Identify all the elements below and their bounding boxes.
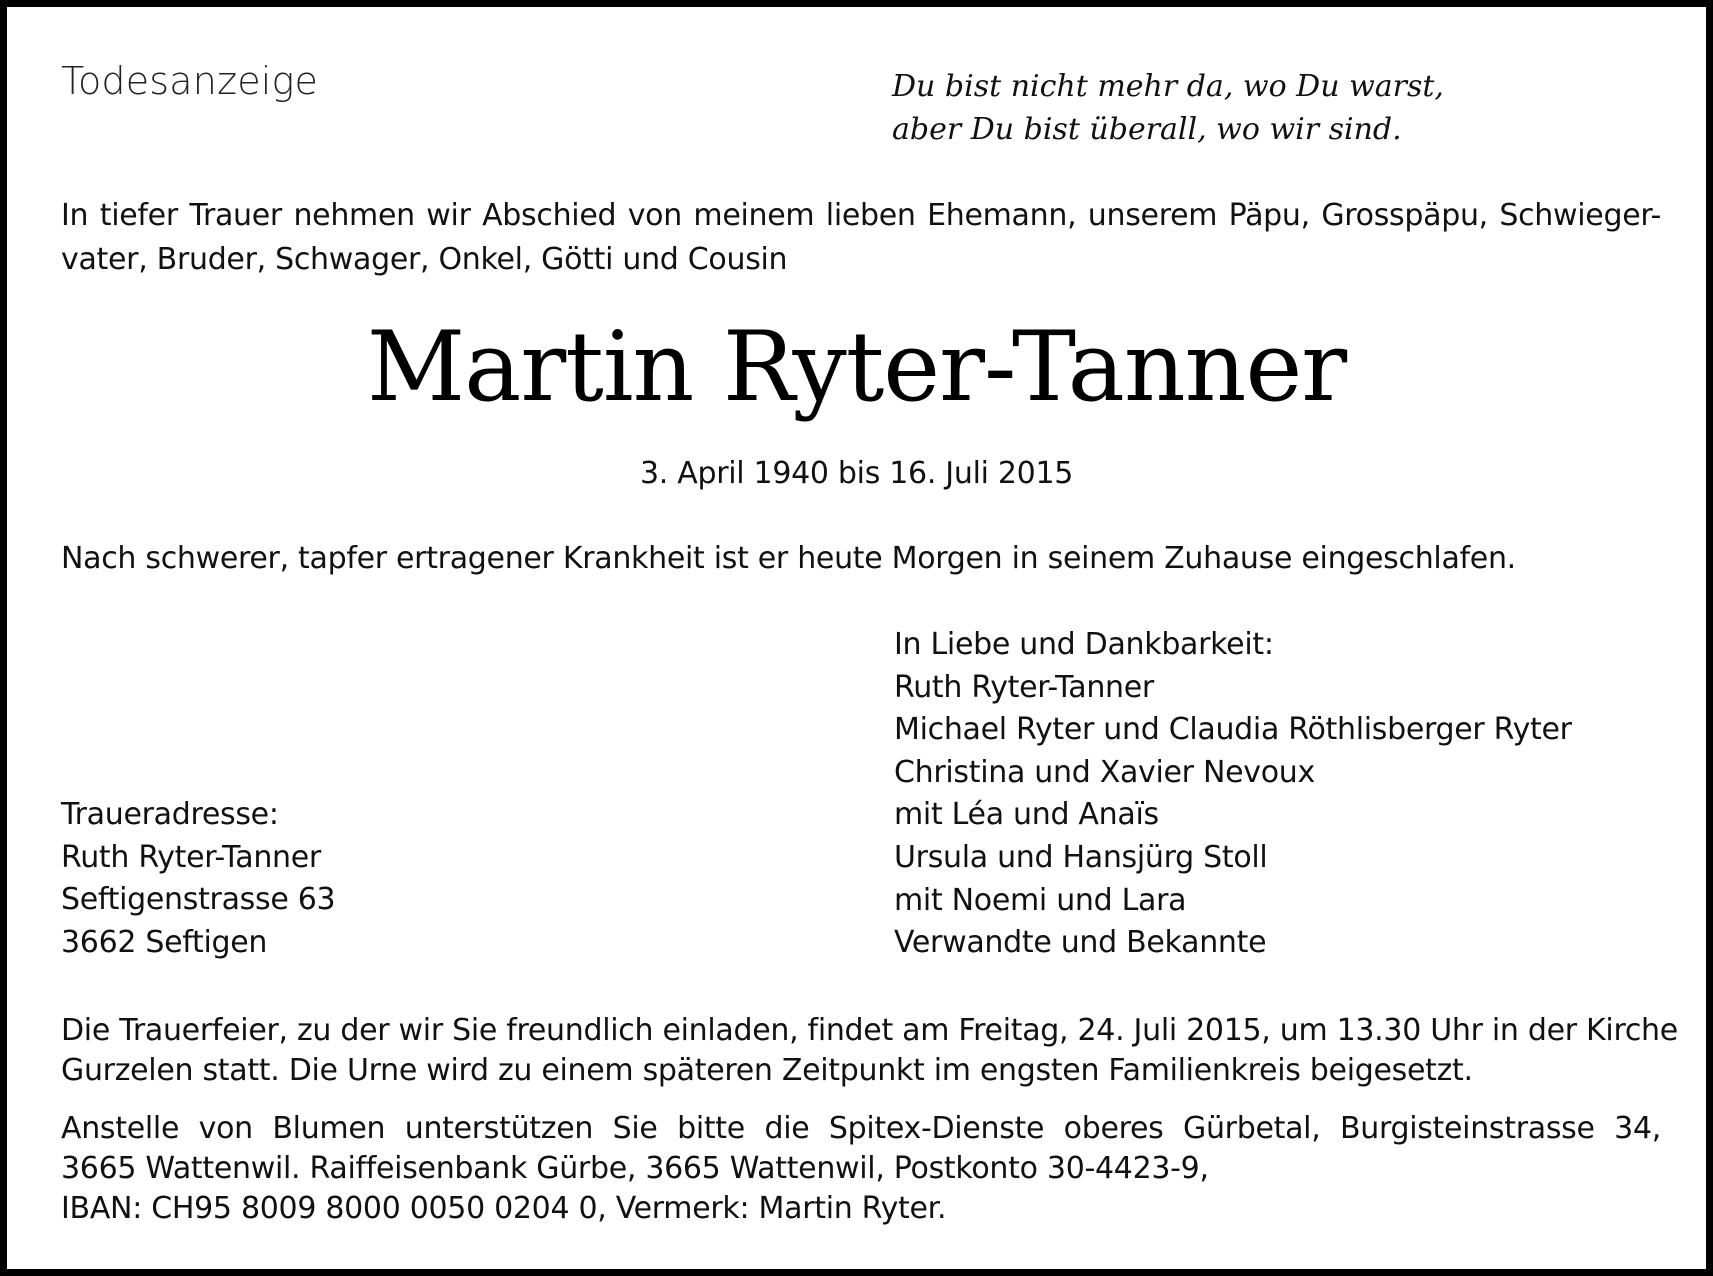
family-line: Ruth Ryter-Tanner [894,669,1154,705]
address-line: Ruth Ryter-Tanner [61,839,321,875]
donation-line: IBAN: CH95 8009 8000 0050 0204 0, Vermerk: Martin Ryter. [61,1191,947,1226]
intro-line: vater, Bruder, Schwager, Onkel, Götti und Cousin [61,242,788,277]
donation-line: 3665 Wattenwil. Raiffeisenbank Gürbe, 3665 Wattenwil, Postkonto 30-4423-9, [61,1151,1209,1186]
notice-type-label: Todesanzeige [61,59,319,103]
family-line: mit Noemi und Lara [894,882,1187,918]
intro-paragraph [61,194,1661,282]
life-dates: 3. April 1940 bis 16. Juli 2015 [639,456,1074,491]
family-line: Ursula und Hansjürg Stoll [894,839,1268,875]
family-line: In Liebe und Dankbarkeit: [894,627,1274,662]
quote-line: Du bist nicht mehr da, wo Du warst, [892,69,1444,104]
family-line: Michael Ryter und Claudia Röthlisberger Ryter [894,712,1572,748]
family-line: Christina und Xavier Nevoux [894,754,1315,790]
address-line: Traueradresse: [61,797,279,832]
donation-paragraph [61,1109,1661,1229]
quote-line: aber Du bist überall, wo wir sind. [892,112,1402,147]
ceremony-line: Die Trauerfeier, zu der wir Sie freundlich einladen, findet am Freitag, 24. Juli 2015, um 13.30 Uhr in der Kirche [61,1013,1678,1048]
donation-line: Anstelle von Blumen unterstützen Sie bitte die Spitex-Dienste oberes Gürbetal, Burgisteinstrasse 34, [61,1111,1661,1146]
intro-line: In tiefer Trauer nehmen wir Abschied von meinem lieben Ehemann, unserem Päpu, Grosspäpu, Schwieger- [61,198,1661,233]
address-line: Seftigenstrasse 63 [61,882,336,918]
ceremony-paragraph [61,1011,1678,1091]
family-list [894,624,1572,965]
address-line: 3662 Seftigen [61,924,268,960]
ceremony-line: Gurzelen statt. Die Urne wird zu einem späteren Zeitpunkt im engsten Familienkreis beigesetzt. [61,1053,1473,1088]
passing-note: Nach schwerer, tapfer ertragener Krankheit ist er heute Morgen in seinem Zuhause eingeschlafen. [61,541,1516,576]
mourning-address [61,794,335,964]
deceased-name: Martin Ryter-Tanner [366,311,1347,423]
family-line: Verwandte und Bekannte [894,925,1267,961]
family-line: mit Léa und Anaïs [894,797,1159,833]
epitaph-quote [892,65,1444,151]
